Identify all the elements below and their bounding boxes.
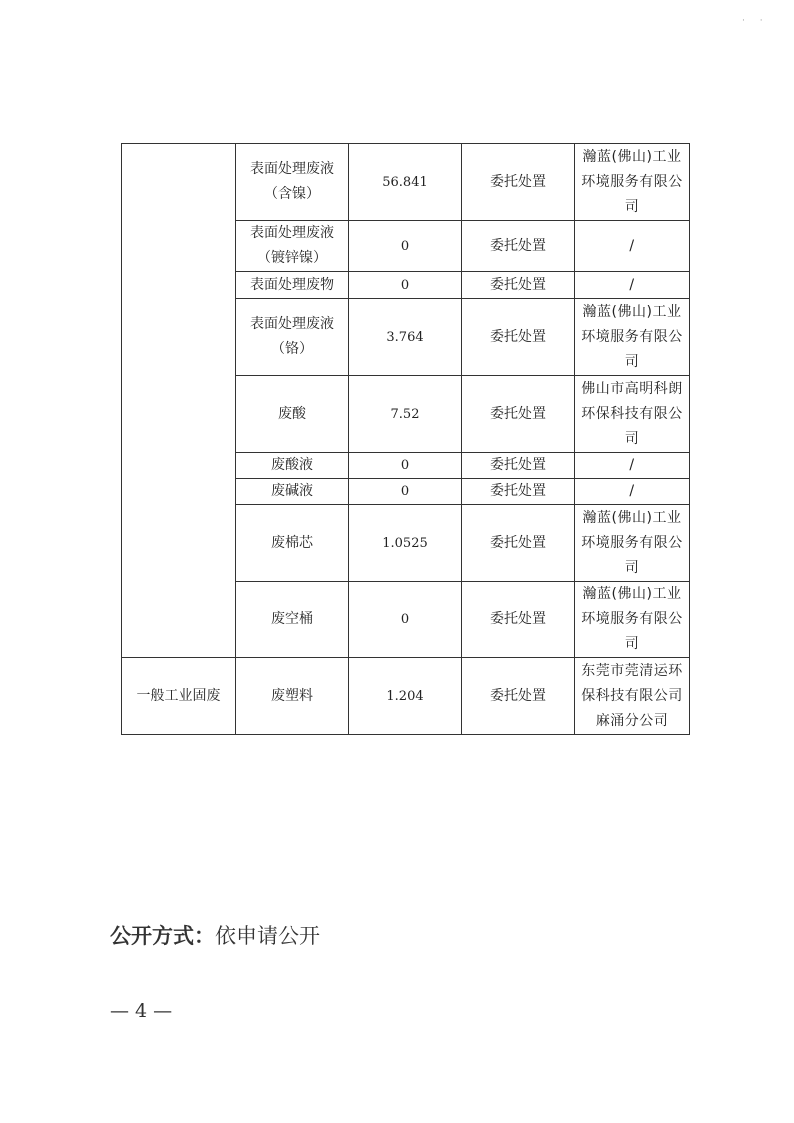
waste-name: 废空桶 [236, 582, 349, 658]
waste-quantity: 0 [349, 479, 462, 505]
disclosure-value: 依申请公开 [215, 924, 320, 948]
disposal-method: 委托处置 [462, 582, 575, 658]
waste-quantity: 0 [349, 453, 462, 479]
waste-quantity: 7.52 [349, 376, 462, 453]
disposal-company: / [575, 221, 690, 272]
waste-name: 表面处理废液（含镍） [236, 144, 349, 221]
disclosure-method [110, 920, 320, 950]
waste-quantity: 56.841 [349, 144, 462, 221]
disposal-method: 委托处置 [462, 505, 575, 582]
waste-name: 废酸液 [236, 453, 349, 479]
table-row [122, 144, 690, 221]
disposal-method: 委托处置 [462, 299, 575, 376]
disposal-method: 委托处置 [462, 376, 575, 453]
category-cell-hazardous [122, 144, 236, 658]
waste-name: 废棉芯 [236, 505, 349, 582]
page-number: — 4 — [110, 1000, 173, 1022]
waste-quantity: 1.0525 [349, 505, 462, 582]
disposal-company: / [575, 453, 690, 479]
disposal-company: 东莞市莞清运环保科技有限公司麻涌分公司 [575, 658, 690, 735]
scan-speck: · · [742, 16, 769, 26]
waste-quantity: 3.764 [349, 299, 462, 376]
waste-name: 表面处理废物 [236, 272, 349, 299]
category-cell-general: 一般工业固废 [122, 658, 236, 735]
disposal-company: 佛山市高明科朗环保科技有限公司 [575, 376, 690, 453]
waste-quantity: 0 [349, 272, 462, 299]
waste-quantity: 1.204 [349, 658, 462, 735]
waste-name: 废塑料 [236, 658, 349, 735]
disclosure-label: 公开方式： [110, 924, 215, 948]
disposal-method: 委托处置 [462, 221, 575, 272]
disposal-method: 委托处置 [462, 658, 575, 735]
disposal-method: 委托处置 [462, 144, 575, 221]
disposal-method: 委托处置 [462, 272, 575, 299]
waste-name: 表面处理废液（铬） [236, 299, 349, 376]
disposal-company: 瀚蓝(佛山)工业环境服务有限公司 [575, 505, 690, 582]
waste-disposal-table [121, 143, 690, 735]
disposal-company: / [575, 479, 690, 505]
waste-quantity: 0 [349, 221, 462, 272]
waste-name: 表面处理废液（镀锌镍） [236, 221, 349, 272]
disposal-method: 委托处置 [462, 453, 575, 479]
waste-name: 废碱液 [236, 479, 349, 505]
table-row [122, 658, 690, 735]
disposal-company: 瀚蓝(佛山)工业环境服务有限公司 [575, 144, 690, 221]
disposal-method: 委托处置 [462, 479, 575, 505]
disposal-company: / [575, 272, 690, 299]
disposal-company: 瀚蓝(佛山)工业环境服务有限公司 [575, 582, 690, 658]
waste-quantity: 0 [349, 582, 462, 658]
waste-name: 废酸 [236, 376, 349, 453]
disposal-company: 瀚蓝(佛山)工业环境服务有限公司 [575, 299, 690, 376]
